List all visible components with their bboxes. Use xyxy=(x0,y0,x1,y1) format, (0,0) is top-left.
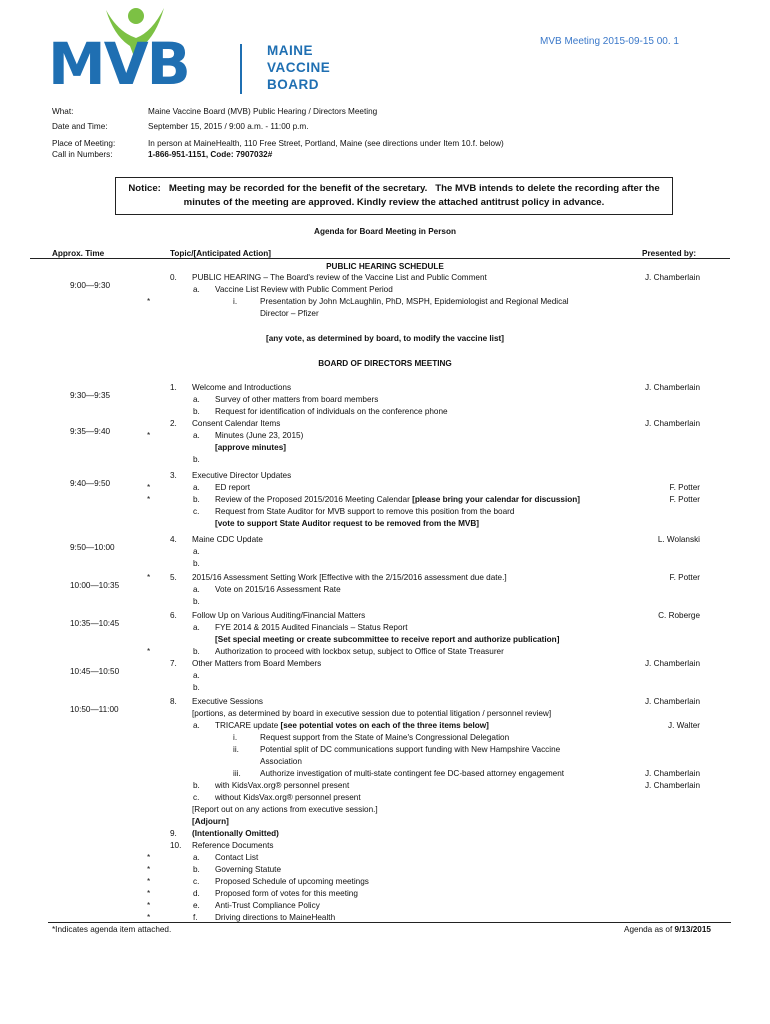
agenda-time: 9:40—9:50 xyxy=(70,479,111,488)
agenda-presenter: F. Potter xyxy=(669,495,700,504)
agenda-topic-text xyxy=(192,816,229,827)
agenda-sub-label: a. xyxy=(193,721,200,730)
agenda-topic: Executive Director Updates xyxy=(192,471,292,480)
agenda-topic: Survey of other matters from board members xyxy=(215,395,379,404)
agenda-topic: (Intentionally Omitted) xyxy=(192,829,279,838)
agenda-topic: Request from State Auditor for MVB support to remove this position from the board xyxy=(215,507,515,516)
agenda-topic-text xyxy=(192,382,291,393)
agenda-topic: Authorization to proceed with lockbox setup, subject to Office of State Treasurer xyxy=(215,647,504,656)
agenda-sub-label: e. xyxy=(193,901,200,910)
agenda-item-number: 7. xyxy=(170,659,177,668)
agenda-presenter: J. Chamberlain xyxy=(644,697,700,706)
agenda-topic: ED report xyxy=(215,483,251,492)
agenda-topic-text xyxy=(215,584,341,595)
agenda-topic: Proposed Schedule of upcoming meetings xyxy=(215,877,369,886)
attachment-marker: * xyxy=(147,853,151,862)
agenda-topic: with KidsVax.org® personnel present xyxy=(215,781,350,790)
agenda-topic-text xyxy=(260,732,509,743)
agenda-topic: Minutes (June 23, 2015) xyxy=(215,431,304,440)
agenda-topic: Follow Up on Various Auditing/Financial Matters xyxy=(192,611,366,620)
attachment-marker: * xyxy=(147,877,151,886)
agenda-presenter: J. Chamberlain xyxy=(644,419,700,428)
notice-box xyxy=(115,177,673,215)
agenda-topic-text xyxy=(215,646,504,657)
agenda-topic: Association xyxy=(260,757,302,766)
agenda-sub-label: b. xyxy=(193,781,200,790)
attachment-marker: * xyxy=(147,901,151,910)
asof-label: Agenda as of xyxy=(624,925,675,934)
section-board: BOARD OF DIRECTORS MEETING xyxy=(318,359,452,368)
agenda-item-number: 5. xyxy=(170,573,177,582)
agenda-sub-label: b. xyxy=(193,495,200,504)
call-value: 1-866-951-1151, Code: 7907032# xyxy=(148,150,273,159)
agenda-time: 10:35—10:45 xyxy=(70,619,120,628)
notice-line-1: Notice: Meeting may be recorded for the benefit of the secretary. The MVB intends to delete the recording after the xyxy=(128,183,660,194)
agenda-time: 9:50—10:00 xyxy=(70,543,115,552)
agenda-topic-text xyxy=(215,482,250,493)
col-topic: Topic/[Anticipated Action] xyxy=(170,249,271,258)
agenda-topic-text xyxy=(260,756,302,767)
agenda-item-number: 6. xyxy=(170,611,177,620)
agenda-sub-label: a. xyxy=(193,853,200,862)
agenda-topic-text xyxy=(215,442,286,453)
agenda-topic: Anti-Trust Compliance Policy xyxy=(215,901,320,910)
attachment-marker: * xyxy=(147,647,151,656)
agenda-presenter: J. Chamberlain xyxy=(644,273,700,282)
agenda-sub-label: i. xyxy=(233,733,238,742)
agenda-sub-label: f. xyxy=(193,913,198,922)
agenda-time: 9:35—9:40 xyxy=(70,427,111,436)
agenda-sub-label: a. xyxy=(193,395,200,404)
agenda-sub-label: a. xyxy=(193,623,200,632)
agenda-action: [see potential votes on each of the three items below] xyxy=(280,721,489,730)
agenda-item-number: 3. xyxy=(170,471,177,480)
call-label: Call in Numbers: xyxy=(52,150,113,159)
agenda-sub-label: b. xyxy=(193,865,200,874)
agenda-item-number: 9. xyxy=(170,829,177,838)
agenda-topic: Reference Documents xyxy=(192,841,274,850)
agenda-presenter: J. Chamberlain xyxy=(644,769,700,778)
agenda-topic-text xyxy=(215,864,281,875)
agenda-topic: [Adjourn] xyxy=(192,817,229,826)
agenda-topic-text xyxy=(215,876,369,887)
notice-line-2: minutes of the meeting are approved. Kindly review the attached antitrust policy in advance. xyxy=(183,197,605,208)
agenda-topic-text xyxy=(260,296,569,307)
place-value: In person at MaineHealth, 110 Free Street, Portland, Maine (see directions under Item 10.f. below) xyxy=(148,139,504,148)
agenda-sub-label: a. xyxy=(193,285,200,294)
agenda-presenter: L. Wolanski xyxy=(657,535,700,544)
attachment-marker: * xyxy=(147,573,151,582)
section-public-hearing: PUBLIC HEARING SCHEDULE xyxy=(326,262,444,271)
header-rule xyxy=(30,258,730,259)
footer-rule xyxy=(48,922,731,923)
agenda-item-number: 4. xyxy=(170,535,177,544)
agenda-topic-text xyxy=(192,470,291,481)
agenda-topic-text xyxy=(192,572,507,583)
agenda-sub-label: i. xyxy=(233,297,238,306)
agenda-topic-text xyxy=(215,888,358,899)
attachment-marker: * xyxy=(147,297,151,306)
agenda-sub-label: b. xyxy=(193,683,200,692)
agenda-presenter: J. Chamberlain xyxy=(644,781,700,790)
attachment-marker: * xyxy=(147,889,151,898)
agenda-topic-text xyxy=(215,284,393,295)
agenda-topic: Welcome and Introductions xyxy=(192,383,292,392)
agenda-sub-label: b. xyxy=(193,597,200,606)
agenda-topic-text xyxy=(192,418,280,429)
agenda-sub-label: ii. xyxy=(233,745,239,754)
agenda-topic: Maine CDC Update xyxy=(192,535,263,544)
agenda-topic-text xyxy=(192,840,273,851)
agenda-topic: Contact List xyxy=(215,853,259,862)
agenda-sub-label: c. xyxy=(193,793,200,802)
agenda-topic: Driving directions to MaineHealth xyxy=(215,913,336,922)
any-vote-note: [any vote, as determined by board, to modify the vaccine list] xyxy=(266,334,504,343)
agenda-presenter: F. Potter xyxy=(669,573,700,582)
agenda-topic: 2015/16 Assessment Setting Work [Effective with the 2/15/2016 assessment due date.] xyxy=(192,573,507,582)
agenda-topic-text xyxy=(192,272,487,283)
agenda-topic-text xyxy=(215,792,361,803)
agenda-topic: without KidsVax.org® personnel present xyxy=(215,793,361,802)
agenda-topic: Review of the Proposed 2015/2016 Meeting Calendar xyxy=(215,495,413,504)
agenda-topic-text xyxy=(192,658,321,669)
agenda-topic: Presentation by John McLaughlin, PhD, MSPH, Epidemiologist and Regional Medical xyxy=(260,297,569,306)
agenda-topic-text xyxy=(192,534,263,545)
logo-line-board: BOARD xyxy=(267,77,319,92)
agenda-sub-label: b. xyxy=(193,559,200,568)
date-label: Date and Time: xyxy=(52,122,108,131)
agenda-presenter: J. Chamberlain xyxy=(644,383,700,392)
agenda-topic: Director – Pfizer xyxy=(260,309,319,318)
agenda-topic-text xyxy=(215,430,303,441)
agenda-topic-text xyxy=(192,804,378,815)
agenda-topic-text xyxy=(215,852,258,863)
agenda-topic: Governing Statute xyxy=(215,865,281,874)
agenda-topic-text xyxy=(215,622,408,633)
agenda-topic-text xyxy=(215,720,489,731)
logo-line-maine: MAINE xyxy=(267,43,313,58)
attachment-marker: * xyxy=(147,483,151,492)
agenda-topic-text xyxy=(260,308,319,319)
col-time: Approx. Time xyxy=(52,249,105,258)
agenda-topic: Request for identification of individuals on the conference phone xyxy=(215,407,448,416)
attachment-marker: * xyxy=(147,495,151,504)
agenda-sub-label: c. xyxy=(193,877,200,886)
agenda-topic: Vaccine List Review with Public Comment Period xyxy=(215,285,393,294)
agenda-title: Agenda for Board Meeting in Person xyxy=(314,227,456,236)
agenda-topic-text xyxy=(192,610,365,621)
footer-note: *Indicates agenda item attached. xyxy=(52,925,172,934)
what-label: What: xyxy=(52,107,74,116)
agenda-sub-label: a. xyxy=(193,483,200,492)
agenda-topic: PUBLIC HEARING – The Board's review of the Vaccine List and Public Comment xyxy=(192,273,487,282)
agenda-topic: [portions, as determined by board in executive session due to potential litigation / personnel review] xyxy=(192,709,552,718)
agenda-topic: Request support from the State of Maine's Congressional Delegation xyxy=(260,733,510,742)
agenda-sub-label: d. xyxy=(193,889,200,898)
agenda-topic: Consent Calendar Items xyxy=(192,419,281,428)
agenda-sub-label: c. xyxy=(193,507,200,516)
agenda-topic-text xyxy=(192,828,279,839)
what-value: Maine Vaccine Board (MVB) Public Hearing / Directors Meeting xyxy=(148,107,378,116)
agenda-topic-text xyxy=(215,394,378,405)
attachment-marker: * xyxy=(147,431,151,440)
agenda-sub-label: a. xyxy=(193,671,200,680)
asof-date: 9/13/2015 xyxy=(674,925,711,934)
agenda-topic: Other Matters from Board Members xyxy=(192,659,322,668)
agenda-topic: Vote on 2015/16 Assessment Rate xyxy=(215,585,341,594)
logo-line-vaccine: VACCINE xyxy=(267,60,331,75)
agenda-presenter: C. Roberge xyxy=(658,611,700,620)
agenda-sub-label: a. xyxy=(193,431,200,440)
agenda-sub-label: a. xyxy=(193,547,200,556)
agenda-time: 9:00—9:30 xyxy=(70,281,111,290)
agenda-topic: Proposed form of votes for this meeting xyxy=(215,889,358,898)
document-id: MVB Meeting 2015-09-15 00. 1 xyxy=(540,36,679,47)
attachment-marker: * xyxy=(147,913,151,922)
agenda-presenter: J. Chamberlain xyxy=(644,659,700,668)
col-presenter: Presented by: xyxy=(642,249,697,258)
logo-wordmark: MVB xyxy=(48,30,189,98)
agenda-presenter: J. Walter xyxy=(668,721,700,730)
agenda-topic: FYE 2014 & 2015 Audited Financials – Status Report xyxy=(215,623,408,632)
agenda-sub-label: b. xyxy=(193,407,200,416)
agenda-topic-text xyxy=(215,780,349,791)
agenda-presenter: F. Potter xyxy=(669,483,700,492)
agenda-topic-text xyxy=(260,768,564,779)
agenda-topic: [Report out on any actions from executive session.] xyxy=(192,805,378,814)
agenda-topic-text xyxy=(192,696,263,707)
agenda-topic-text xyxy=(192,708,551,719)
agenda-time: 10:50—11:00 xyxy=(70,705,119,714)
agenda-sub-label: b. xyxy=(193,455,200,464)
logo-divider xyxy=(240,44,242,94)
attachment-marker: * xyxy=(147,865,151,874)
agenda-topic-text xyxy=(215,518,479,529)
agenda-item-number: 0. xyxy=(170,273,177,282)
agenda-topic-text xyxy=(215,634,559,645)
agenda-topic: TRICARE update xyxy=(215,721,281,730)
agenda-time: 10:45—10:50 xyxy=(70,667,120,676)
agenda-topic-text xyxy=(215,406,448,417)
agenda-topic: [Set special meeting or create subcommittee to receive report and authorize publication] xyxy=(215,635,560,644)
agenda-topic: Authorize investigation of multi-state contingent fee DC-based attorney engagement xyxy=(260,769,565,778)
agenda-topic: Potential split of DC communications support funding with New Hampshire Vaccine xyxy=(260,745,561,754)
agenda-item-number: 1. xyxy=(170,383,177,392)
agenda-sub-label: a. xyxy=(193,585,200,594)
agenda-item-number: 10. xyxy=(170,841,182,850)
agenda-as-of xyxy=(624,924,711,935)
agenda-topic: Executive Sessions xyxy=(192,697,263,706)
place-label: Place of Meeting: xyxy=(52,139,116,148)
agenda-topic-text xyxy=(215,494,580,505)
agenda-topic-text xyxy=(215,506,514,517)
agenda-topic: [vote to support State Auditor request to be removed from the MVB] xyxy=(215,519,479,528)
agenda-topic-text xyxy=(215,900,320,911)
date-value: September 15, 2015 / 9:00 a.m. - 11:00 p.m. xyxy=(148,122,309,131)
agenda-time: 9:30—9:35 xyxy=(70,391,111,400)
agenda-sub-label: iii. xyxy=(233,769,241,778)
mvb-logo xyxy=(48,2,368,98)
agenda-topic-text xyxy=(260,744,560,755)
agenda-item-number: 2. xyxy=(170,419,177,428)
agenda-item-number: 8. xyxy=(170,697,177,706)
agenda-sub-label: b. xyxy=(193,647,200,656)
agenda-topic: [approve minutes] xyxy=(215,443,286,452)
agenda-time: 10:00—10:35 xyxy=(70,581,120,590)
agenda-action: [please bring your calendar for discussion] xyxy=(412,495,580,504)
